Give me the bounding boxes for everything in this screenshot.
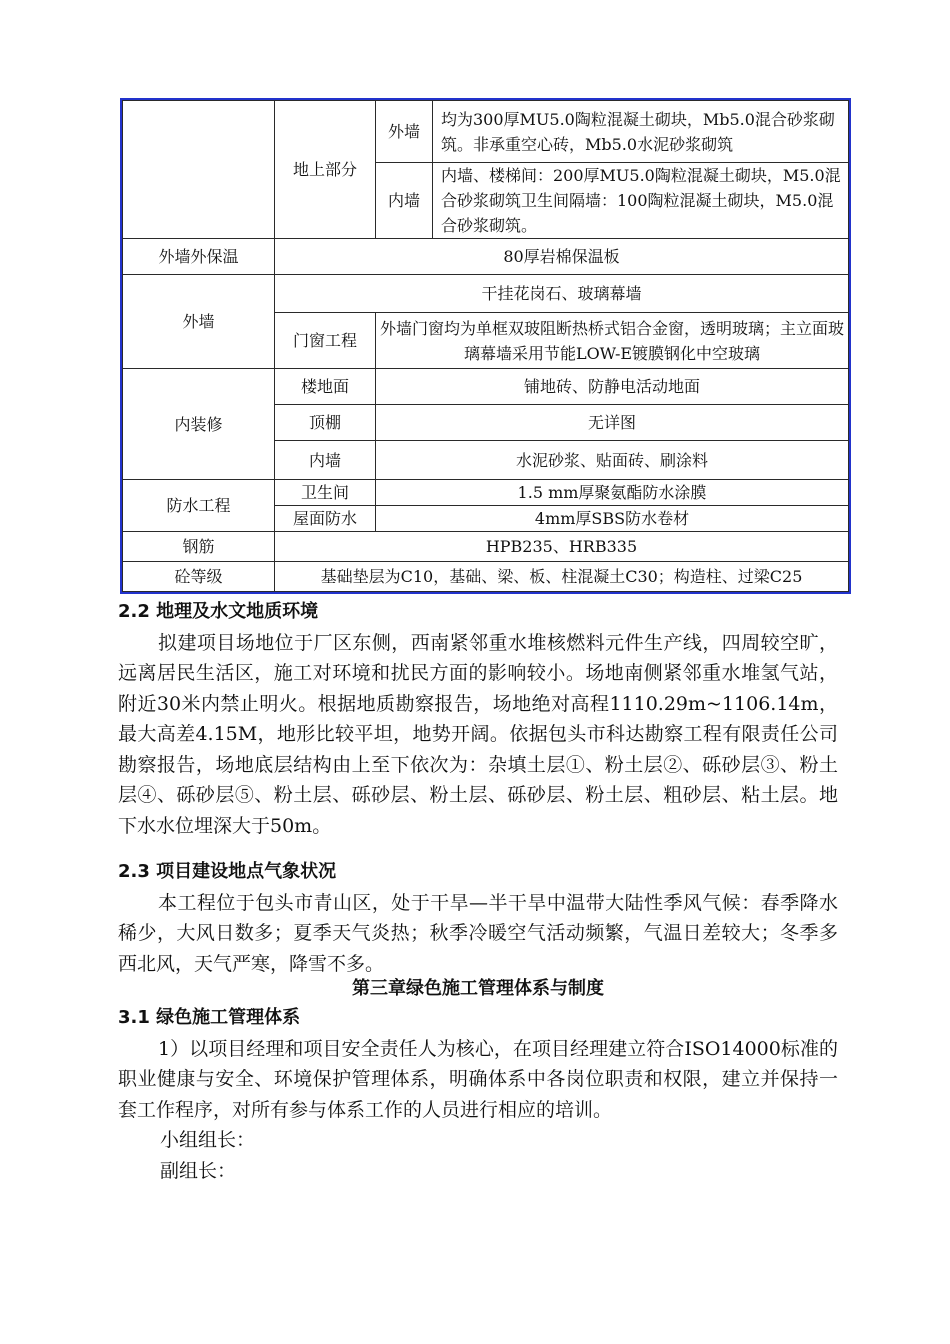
ceiling-value: 无详图 xyxy=(376,405,849,441)
floor-label: 楼地面 xyxy=(275,369,376,405)
waterproof-label: 防水工程 xyxy=(123,480,275,532)
inner-wall-label: 内墙 xyxy=(376,163,433,239)
outer-wall-text: 均为300厚MU5.0陶粒混凝土砌块，Mb5.0混合砂浆砌筑。非承重空心砖，Mb5.0水泥砂浆砌筑 xyxy=(433,101,849,163)
table-row xyxy=(123,480,849,506)
concrete-value: 基础垫层为C10，基础、梁、板、柱混凝土C30；构造柱、过梁C25 xyxy=(275,562,849,592)
interior-label: 内装修 xyxy=(123,369,275,480)
bathroom-value: 1.5 mm厚聚氨酯防水涂膜 xyxy=(376,480,849,506)
section-3-1 xyxy=(118,1003,838,1186)
interior-wall-value: 水泥砂浆、贴面砖、刷涂料 xyxy=(376,441,849,480)
table-row xyxy=(123,239,849,275)
floor-value: 铺地砖、防静电活动地面 xyxy=(376,369,849,405)
group-leader-label: 小组组长： xyxy=(160,1129,256,1151)
section-heading: 2.2 地理及水文地质环境 xyxy=(118,601,319,622)
section-heading: 2.3 项目建设地点气象状况 xyxy=(118,861,337,882)
section-2-2 xyxy=(118,597,838,841)
bathroom-label: 卫生间 xyxy=(275,480,376,506)
above-ground-label: 地上部分 xyxy=(275,101,376,239)
rebar-label: 钢筋 xyxy=(123,532,275,562)
insulation-label: 外墙外保温 xyxy=(123,239,275,275)
exterior-value: 干挂花岗石、玻璃幕墙 xyxy=(275,275,849,313)
chapter-title: 第三章绿色施工管理体系与制度 xyxy=(352,978,604,999)
construction-spec-table xyxy=(120,98,851,594)
deputy-leader-label: 副组长： xyxy=(160,1159,237,1182)
interior-wall-label: 内墙 xyxy=(275,441,376,480)
section-2-3 xyxy=(118,857,838,979)
door-window-label: 门窗工程 xyxy=(275,313,376,369)
section-heading: 3.1 绿色施工管理体系 xyxy=(118,1007,301,1028)
roof-label: 屋面防水 xyxy=(275,506,376,532)
table-row xyxy=(123,369,849,405)
section-paragraph: 拟建项目场地位于厂区东侧，西南紧邻重水堆核燃料元件生产线，四周较空旷，远离居民生活区，施工对环境和扰民方面的影响较小。场地南侧紧邻重水堆氢气站，附近30米内禁止明火。根据地质勘察报告，场地绝对高程1110.29m~1106.14m，最大高差4.15M，地形比较平坦，地势开阔。依据包头市科达勘察工程有限责任公司勘察报告，场地底层结构由上至下依次为：杂填土层①、粉土层②、砾砂层③、粉土层④、砾砂层⑤、粉土层、砾砂层、粉土层、砾砂层、粉土层、粗砂层、粘土层。地下水水位埋深大于50m。 xyxy=(118,631,838,837)
table-row xyxy=(123,562,849,592)
table-row xyxy=(123,532,849,562)
insulation-value: 80厚岩棉保温板 xyxy=(275,239,849,275)
table-cell-empty xyxy=(123,101,275,239)
chapter-3 xyxy=(118,974,838,1005)
inner-wall-text: 内墙、楼梯间：200厚MU5.0陶粒混凝土砌块，M5.0混合砂浆砌筑卫生间隔墙：100陶粒混凝土砌块，M5.0混合砂浆砌筑。 xyxy=(433,163,849,239)
section-paragraph: 1）以项目经理和项目安全责任人为核心，在项目经理建立符合ISO14000标准的职业健康与安全、环境保护管理体系，明确体系中各岗位职责和权限，建立并保持一套工作程序，对所有参与体系工作的人员进行相应的培训。 xyxy=(118,1037,838,1121)
concrete-label: 砼等级 xyxy=(123,562,275,592)
table-row xyxy=(123,101,849,163)
outer-wall-label: 外墙 xyxy=(376,101,433,163)
ceiling-label: 顶棚 xyxy=(275,405,376,441)
rebar-value: HPB235、HRB335 xyxy=(275,532,849,562)
roof-value: 4mm厚SBS防水卷材 xyxy=(376,506,849,532)
table-row xyxy=(123,275,849,313)
door-window-value: 外墙门窗均为单框双玻阻断热桥式铝合金窗，透明玻璃；主立面玻璃幕墙采用节能LOW-E镀膜钢化中空玻璃 xyxy=(376,313,849,369)
exterior-label: 外墙 xyxy=(123,275,275,369)
section-paragraph: 本工程位于包头市青山区，处于干旱—半干旱中温带大陆性季风气候：春季降水稀少，大风日数多；夏季天气炎热；秋季冷暖空气活动频繁，气温日差较大；冬季多西北风，天气严寒，降雪不多。 xyxy=(118,891,838,975)
